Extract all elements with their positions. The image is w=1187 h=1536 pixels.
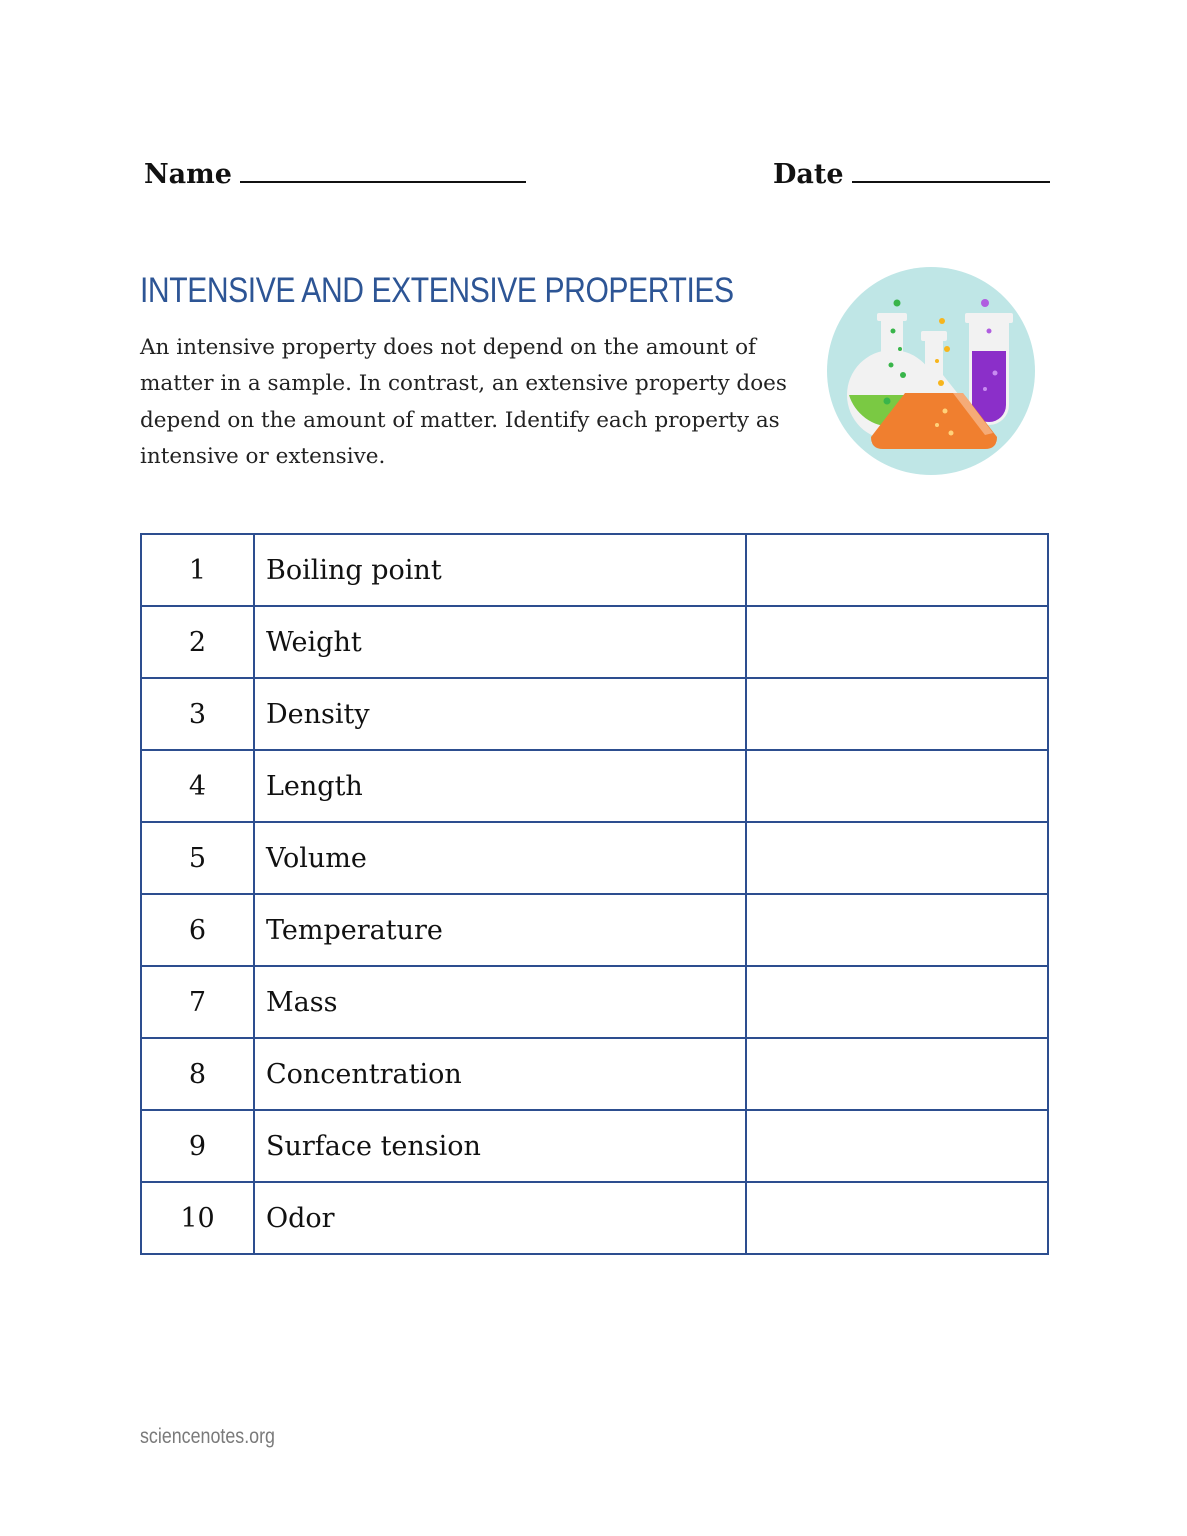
row-number: 6 [141, 894, 254, 966]
table-row [141, 894, 1048, 966]
table-row [141, 1110, 1048, 1182]
property-name: Weight [254, 606, 746, 678]
name-field[interactable] [144, 158, 526, 192]
property-name: Mass [254, 966, 746, 1038]
table-row [141, 678, 1048, 750]
worksheet-title: INTENSIVE AND EXTENSIVE PROPERTIES [140, 271, 734, 310]
row-number: 10 [141, 1182, 254, 1254]
property-name: Odor [254, 1182, 746, 1254]
property-name: Temperature [254, 894, 746, 966]
answer-cell[interactable] [746, 678, 1048, 750]
name-label: Name [144, 159, 232, 190]
instructions-paragraph: An intensive property does not depend on the amount of matter in a sample. In contrast, an extensive property does depend on the amount of matter. Identify each property as intensive or extensive. [140, 335, 787, 469]
row-number: 7 [141, 966, 254, 1038]
table-row [141, 966, 1048, 1038]
footer-site-name: sciencenotes.org [140, 1425, 275, 1448]
table-row [141, 750, 1048, 822]
answer-cell[interactable] [746, 1110, 1048, 1182]
row-number: 9 [141, 1110, 254, 1182]
property-name: Surface tension [254, 1110, 746, 1182]
table-row [141, 606, 1048, 678]
row-number: 5 [141, 822, 254, 894]
answer-cell[interactable] [746, 966, 1048, 1038]
table-row [141, 1038, 1048, 1110]
properties-table [140, 533, 1049, 1255]
row-number: 1 [141, 534, 254, 606]
answer-cell[interactable] [746, 1038, 1048, 1110]
table-row [141, 822, 1048, 894]
table-row [141, 534, 1048, 606]
date-blank-line[interactable] [852, 159, 1050, 183]
row-number: 2 [141, 606, 254, 678]
lab-flasks-icon [825, 265, 1037, 477]
property-name: Volume [254, 822, 746, 894]
property-name: Boiling point [254, 534, 746, 606]
name-blank-line[interactable] [240, 159, 526, 183]
answer-cell[interactable] [746, 750, 1048, 822]
answer-cell[interactable] [746, 822, 1048, 894]
row-number: 8 [141, 1038, 254, 1110]
answer-cell[interactable] [746, 606, 1048, 678]
row-number: 4 [141, 750, 254, 822]
property-name: Length [254, 750, 746, 822]
property-name: Concentration [254, 1038, 746, 1110]
date-field[interactable] [773, 158, 1050, 192]
row-number: 3 [141, 678, 254, 750]
property-name: Density [254, 678, 746, 750]
answer-cell[interactable] [746, 1182, 1048, 1254]
answer-cell[interactable] [746, 534, 1048, 606]
date-label: Date [773, 159, 844, 190]
answer-cell[interactable] [746, 894, 1048, 966]
table-row [141, 1182, 1048, 1254]
